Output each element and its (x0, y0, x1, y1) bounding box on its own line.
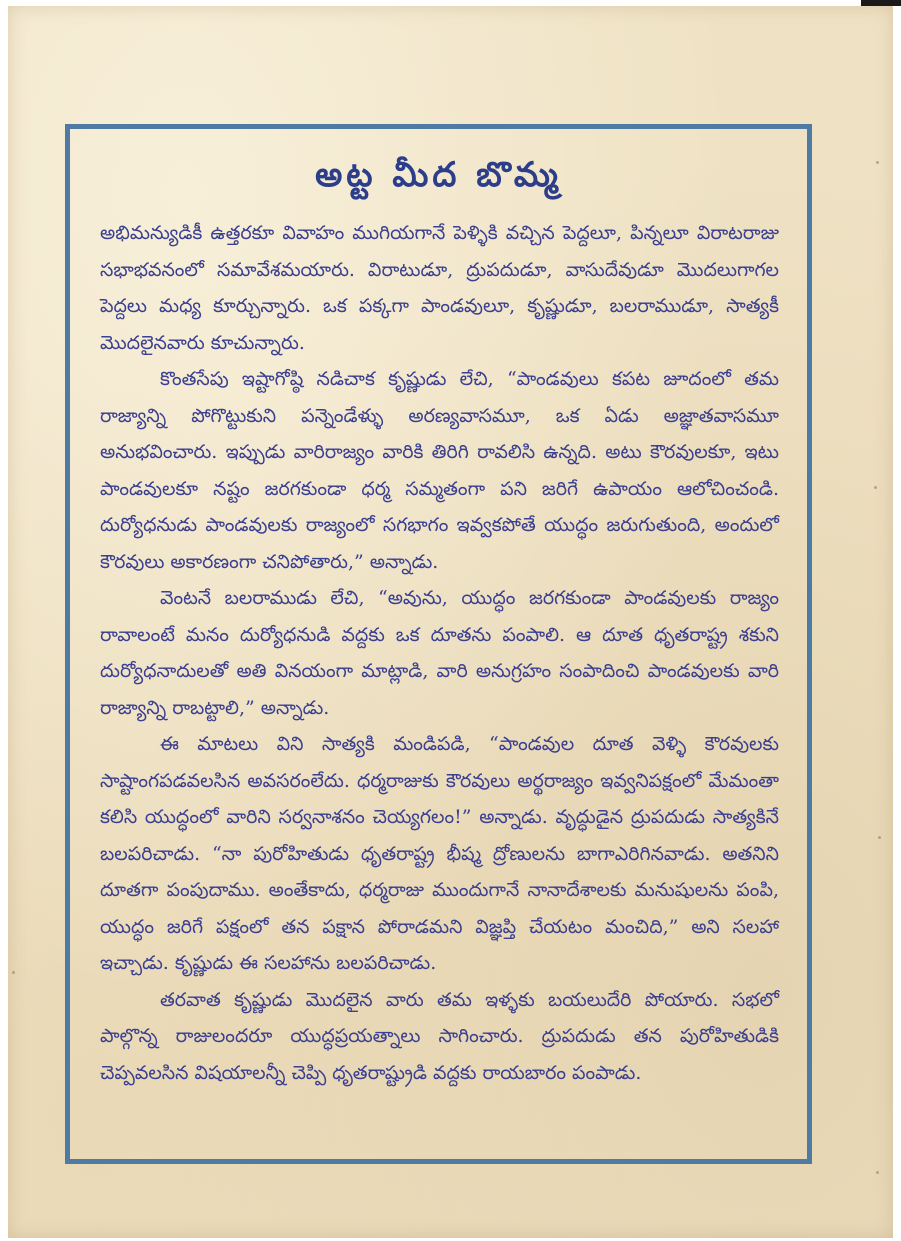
paragraph: అభిమన్యుడికీ ఉత్తరకూ వివాహం ముగియగానే పెళ్ళికి వచ్చిన పెద్దలూ, పిన్నలూ విరాటరాజు సభాభవనంలో సమావేశమయారు. విరాటుడూ, ద్రుపదుడూ, వాసుదేవుడూ మొదలుగాగల పెద్దలు మధ్య కూర్చున్నారు. ఒక పక్కగా పాండవులూ, కృష్ణుడూ, బలరాముడూ, సాత్యకీ మొదలైనవారు కూచున్నారు. (100, 222, 779, 354)
paragraph: ఈ మాటలు విని సాత్యకి మండిపడి, “పాండవుల దూత వెళ్ళి కౌరవులకు సాష్టాంగపడవలసిన అవసరంలేదు. ధర్మరాజుకు కౌరవులు అర్థరాజ్యం ఇవ్వనిపక్షంలో మేమంతా కలిసి యుద్ధంలో వారిని సర్వనాశనం చెయ్యగలం!” అన్నాడు. వృద్ధుడైన ద్రుపదుడు సాత్యకినే బలపరిచాడు. “నా పురోహితుడు ధృతరాష్ట్ర భీష్మ ద్రోణులను బాగాఎరిగినవాడు. అతనిని దూతగా పంపుదాము. అంతేకాదు, ధర్మరాజు ముందుగానే నానాదేశాలకు మనుషులను పంపి, యుద్ధం జరిగే పక్షంలో తన పక్షాన పోరాడమని విజ్ఞప్తి చేయటం మంచిది,” అని సలహా ఇచ్చాడు. కృష్ణుడు ఈ సలహాను బలపరిచాడు. (100, 733, 779, 974)
paper-speck (878, 836, 881, 839)
paper-speck (876, 161, 879, 164)
paper-speck (876, 1171, 879, 1174)
paper-speck (12, 971, 15, 974)
story-text (100, 215, 779, 1091)
text-frame (65, 124, 812, 1164)
paper-speck (874, 486, 877, 489)
paragraph: వెంటనే బలరాముడు లేచి, “అవును, యుద్ధం జరగకుండా పాండవులకు రాజ్యం రావాలంటే మనం దుర్యోధనుడి వద్దకు ఒక దూతను పంపాలి. ఆ దూత ధృతరాష్ట్ర శకుని దుర్యోధనాదులతో అతి వినయంగా మాట్లాడి, వారి అనుగ్రహం సంపాదించి పాండవులకు వారి రాజ్యాన్ని రాబట్టాలి,” అన్నాడు. (100, 587, 779, 719)
page-title: అట్ట మీద బొమ్మ (315, 155, 562, 195)
book-page (8, 6, 893, 1238)
paragraph: కొంతసేపు ఇష్టాగోష్ఠి నడిచాక కృష్ణుడు లేచి, “పాండవులు కపట జూదంలో తమ రాజ్యాన్ని పోగొట్టుకుని పన్నెండేళ్ళు అరణ్యవాసమూ, ఒక ఏడు అజ్ఞాతవాసమూ అనుభవించారు. ఇప్పుడు వారిరాజ్యం వారికి తిరిగి రావలిసి ఉన్నది. అటు కౌరవులకూ, ఇటు పాండవులకూ నష్టం జరగకుండా ధర్మ సమ్మతంగా పని జరిగే ఉపాయం ఆలోచించండి. దుర్యోధనుడు పాండవులకు రాజ్యంలో సగభాగం ఇవ్వకపోతే యుద్ధం జరుగుతుంది, అందులో కౌరవులు అకారణంగా చనిపోతారు,” అన్నాడు. (100, 368, 779, 573)
paragraph: తరవాత కృష్ణుడు మొదలైన వారు తమ ఇళ్ళకు బయలుదేరి పోయారు. సభలో పాల్గొన్న రాజులందరూ యుద్ధప్రయత్నాలు సాగించారు. ద్రుపదుడు తన పురోహితుడికి చెప్పవలసిన విషయాలన్నీ చెప్పి ధృతరాష్ట్రుడి వద్దకు రాయబారం పంపాడు. (100, 988, 779, 1084)
